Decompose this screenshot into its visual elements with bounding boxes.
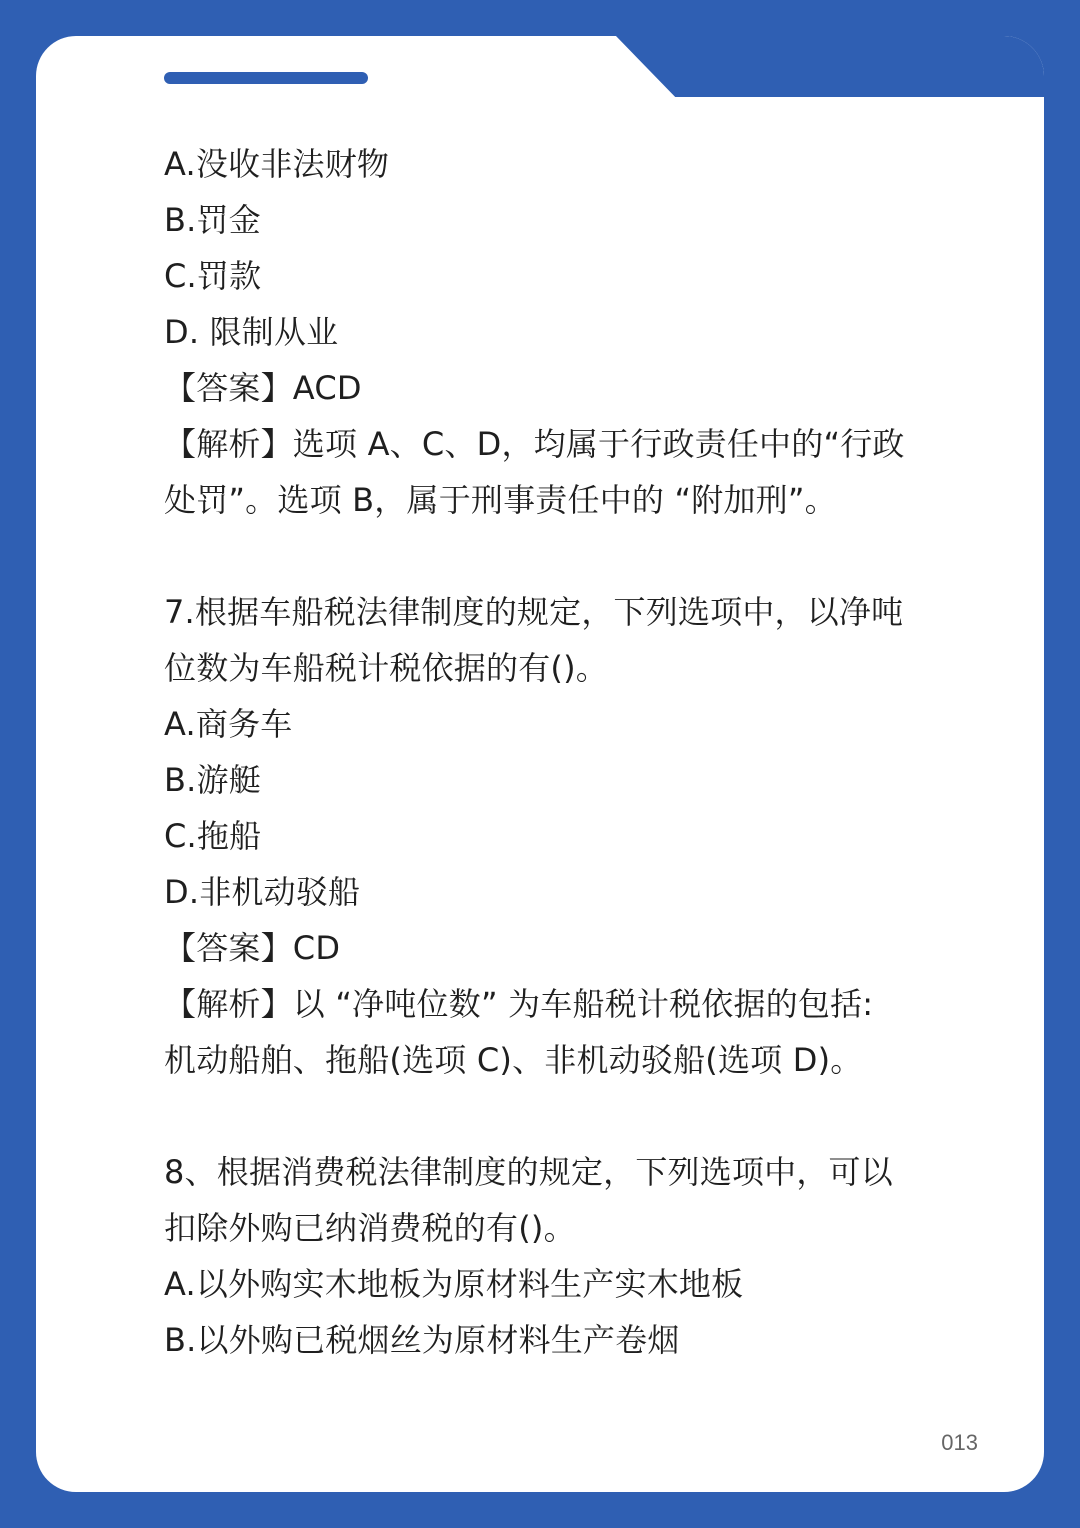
question-line: 7.根据车船税法律制度的规定，下列选项中，以净吨 xyxy=(164,593,904,631)
option-line: B.罚金 xyxy=(164,201,261,239)
option-line: B.以外购已税烟丝为原材料生产卷烟 xyxy=(164,1321,680,1359)
header-accent-bar xyxy=(164,72,368,84)
answer-line: 【答案】ACD xyxy=(164,369,362,407)
explanation-line: 【解析】以 “净吨位数” 为车船税计税依据的包括: xyxy=(164,985,874,1023)
answer-line: 【答案】CD xyxy=(164,929,341,967)
option-line: C.拖船 xyxy=(164,817,262,855)
option-line: B.游艇 xyxy=(164,761,261,799)
corner-notch xyxy=(615,36,1044,97)
option-line: A.以外购实木地板为原材料生产实木地板 xyxy=(164,1265,744,1303)
option-line: C.罚款 xyxy=(164,257,262,295)
question-content xyxy=(164,136,934,1368)
explanation-line: 机动船舶、拖船(选项 C)、非机动驳船(选项 D)。 xyxy=(164,1041,863,1079)
question-line: 扣除外购已纳消费税的有()。 xyxy=(164,1209,576,1247)
option-line: A.商务车 xyxy=(164,705,293,743)
page-card xyxy=(36,36,1044,1492)
question-line: 位数为车船税计税依据的有()。 xyxy=(164,649,608,687)
question-line: 8、根据消费税法律制度的规定，下列选项中，可以 xyxy=(164,1153,893,1191)
option-line: D. 限制从业 xyxy=(164,313,339,351)
page-number: 013 xyxy=(941,1430,978,1455)
option-line: D.非机动驳船 xyxy=(164,873,361,911)
explanation-line: 【解析】选项 A、C、D，均属于行政责任中的“行政 xyxy=(164,425,905,463)
option-line: A.没收非法财物 xyxy=(164,145,390,183)
explanation-line: 处罚”。选项 B，属于刑事责任中的 “附加刑”。 xyxy=(164,481,837,519)
block-spacer xyxy=(164,528,934,584)
block-spacer xyxy=(164,1088,934,1144)
